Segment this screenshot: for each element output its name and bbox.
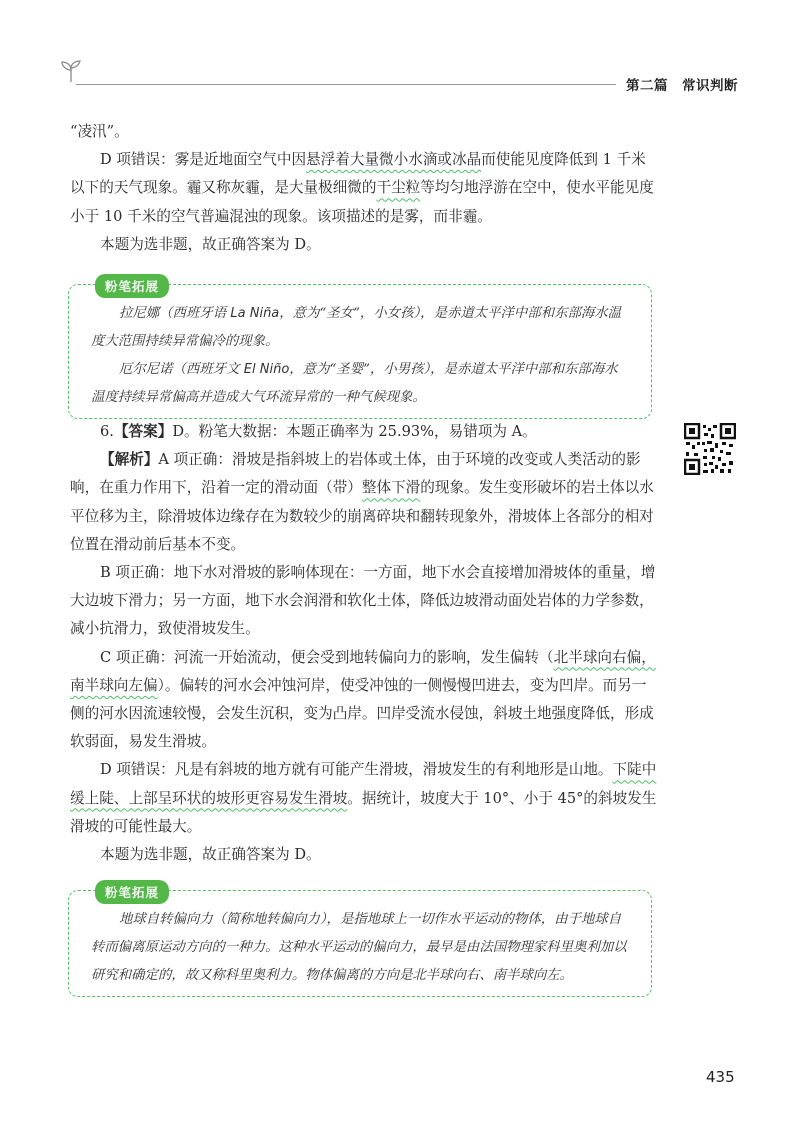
extension-paragraph: 厄尔尼诺（西班牙文 El Niño，意为“圣婴”，小男孩），是赤道太平洋中部和东部海水温度持续异常偏高并造成大气环流异常的一种气候现象。 xyxy=(91,362,618,405)
paragraph: “凌汛”。 xyxy=(70,123,129,140)
extension-paragraph: 拉尼娜（西班牙语 La Niña，意为“圣女”，小女孩），是赤道太平洋中部和东部海水温度大范围持续异常偏冷的现象。 xyxy=(91,306,622,349)
header-rule xyxy=(76,84,616,85)
answer-line: 6.【答案】D。粉笔大数据：本题正确率为 25.93%，易错项为 A。 xyxy=(100,423,537,440)
extension-paragraph: 地球自转偏向力（简称地转偏向力），是指地球上一切作水平运动的物体，由于地球自转而偏离原运动方向的一种力。这种水平运动的偏向力，最早是由法国物理家科里奥利加以研究和确定的，故又称科里奥利力。物体偏离的方向是北半球向右、南半球向左。 xyxy=(91,912,627,983)
text-block-1 xyxy=(70,118,660,259)
paragraph-a-item: 【解析】A 项正确：滑坡是指斜坡上的岩体或土体，由于环境的改变或人类活动的影响，在重力作用下，沿着一定的滑动面（带）整体下滑的现象。发生变形破坏的岩土体以水平位移为主，除滑坡体边缘存在为数较少的崩离碎块和翻转现象外，滑坡体上各部分的相对位置在滑动前后基本不变。 xyxy=(70,451,654,553)
paragraph-conclusion: 本题为选非题，故正确答案为 D。 xyxy=(100,846,321,864)
extension-box-1 xyxy=(68,279,652,419)
section-title xyxy=(626,74,738,94)
qr-code[interactable] xyxy=(684,423,736,475)
paragraph-c-item: C 项正确：河流一开始流动，便会受到地转偏向力的影响，发生偏转（北半球向右偏，南半球向左偏）。偏转的河水会冲蚀河岸，使受冲蚀的一侧慢慢凹进去，变为凹岸。而另一侧的河水因流速较慢，会发生沉积，变为凸岸。凹岸受流水侵蚀，斜坡土地强度降低，形成软弱面，易发生滑坡。 xyxy=(70,648,656,751)
extension-box-2 xyxy=(68,885,652,997)
text-block-2 xyxy=(70,418,660,869)
page-number: 435 xyxy=(706,1068,735,1086)
paragraph-b-item: B 项正确：地下水对滑坡的影响体现在：一方面，地下水会直接增加滑坡体的重量，增大边坡下滑力；另一方面，地下水会润滑和软化土体，降低边坡滑动面处岩体的力学参数，减小抗滑力，致使滑坡发生。 xyxy=(70,564,656,638)
paragraph-d-item: D 项错误：雾是近地面空气中因悬浮着大量微小水滴或冰晶而使能见度降低到 1 千米以下的天气现象。霾又称灰霾，是大量极细微的干尘粒等均匀地浮游在空中，使水平能见度小于 10 千米的空气普遍混浊的现象。该项描述的是雾，而非霾。 xyxy=(70,151,654,225)
extension-tag: 粉笔拓展 xyxy=(95,880,169,904)
paragraph-conclusion: 本题为选非题，故正确答案为 D。 xyxy=(100,235,321,253)
paragraph-d-item: D 项错误：凡是有斜坡的地方就有可能产生滑坡，滑坡发生的有利地形是山地。下陡中缓上陡、上部呈环状的坡形更容易发生滑坡。据统计，坡度大于 10°、小于 45°的斜坡发生滑坡的可能性最大。 xyxy=(70,761,657,835)
leaf-icon xyxy=(58,58,84,84)
section-part: 第二篇 xyxy=(626,78,668,94)
section-name: 常识判断 xyxy=(682,78,738,94)
extension-tag: 粉笔拓展 xyxy=(95,274,169,298)
